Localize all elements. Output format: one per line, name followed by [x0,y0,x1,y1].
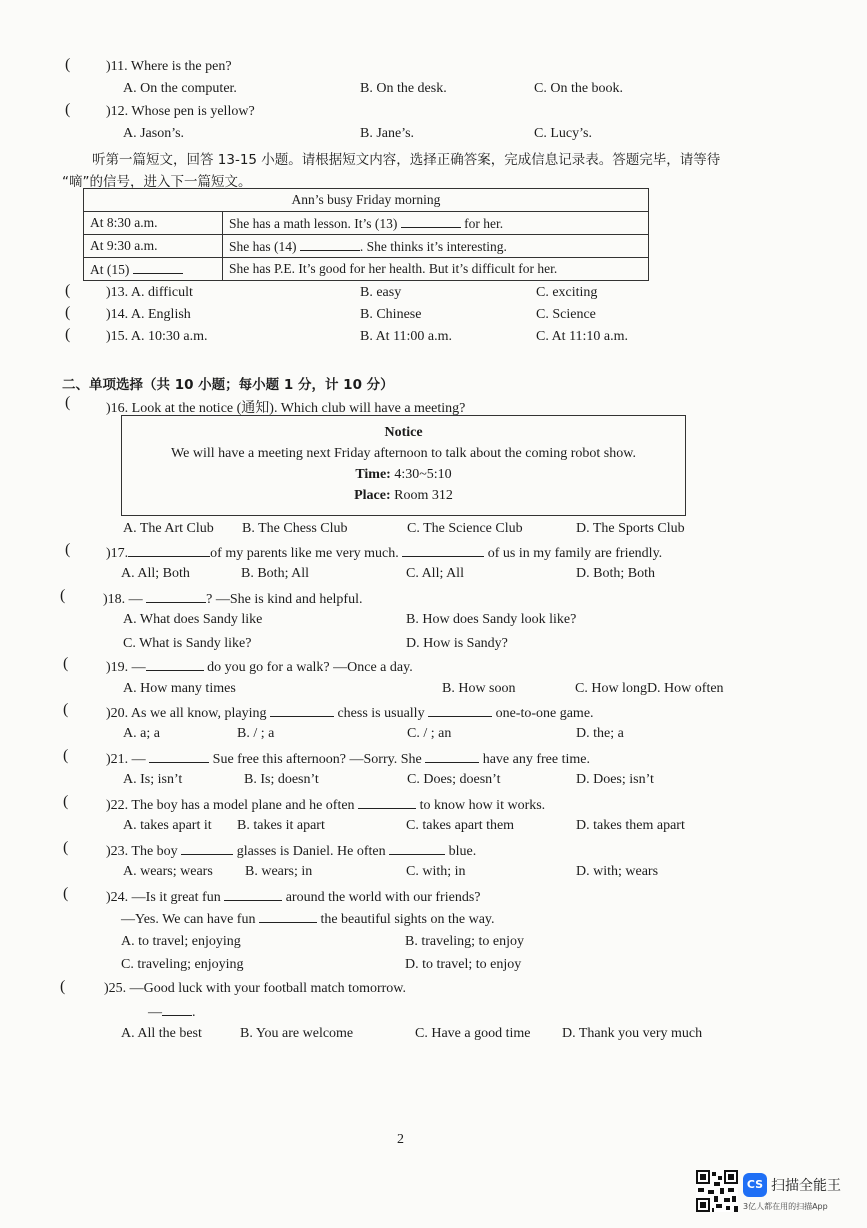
q17-stem [106,544,662,562]
qr-code-icon [696,1170,738,1212]
answer-blank[interactable] [146,590,206,603]
answer-blank[interactable] [428,704,492,717]
q22-text-a: )22. The boy has a model plane and he often [106,798,355,813]
q23-text-b: glasses is Daniel. He often [236,844,386,859]
q18-option-c: C. What is Sandy like? [123,636,252,651]
page-number: 2 [397,1132,404,1147]
answer-paren: ( [63,701,69,718]
answer-paren: ( [65,282,71,299]
q20-option-b: B. / ; a [237,726,275,741]
q25-dash: — [148,1005,162,1020]
answer-paren: ( [60,587,66,604]
q17-option-d: D. Both; Both [576,566,655,581]
q21-option-c: C. Does; doesn’t [407,772,501,787]
answer-paren: ( [65,394,71,411]
answer-paren: ( [65,326,71,343]
q22-option-d: D. takes them apart [576,818,685,833]
q17-option-a: A. All; Both [121,566,190,581]
q11-option-c: C. On the book. [534,81,624,96]
scanner-tagline: 3亿人都在用的扫描App [743,1202,828,1211]
q12-option-a: A. Jason’s. [123,126,185,141]
q25-option-c: C. Have a good time [415,1026,531,1041]
q24-stem [106,888,481,906]
q17-option-b: B. Both; All [241,566,310,581]
answer-paren: ( [65,541,71,558]
q20-text-c: one-to-one game. [495,706,594,721]
answer-blank-13[interactable] [401,215,461,228]
q13-option-b: B. easy [360,285,402,300]
q19-stem [106,658,413,676]
q25-option-b: B. You are welcome [240,1026,354,1041]
answer-blank[interactable] [389,842,445,855]
q25-option-d: D. Thank you very much [562,1026,703,1041]
notice-title: Notice [384,425,423,440]
table-row3-time-text: At (15) [90,261,130,277]
q24-text-a: )24. —Is it great fun [106,890,221,905]
table-row3-time [84,258,223,281]
answer-blank[interactable] [270,704,334,717]
answer-blank[interactable] [146,658,204,671]
answer-paren: ( [63,885,69,902]
notice-time-value: 4:30~5:10 [394,467,452,482]
answer-blank[interactable] [358,796,416,809]
table-row3-activity: She has P.E. It’s good for her health. But it’s difficult for her. [223,258,649,281]
q16-option-a: A. The Art Club [123,521,214,536]
scanner-app-name: 扫描全能王 [771,1178,841,1194]
answer-blank[interactable] [425,750,479,763]
answer-blank-14[interactable] [300,238,360,251]
q11-option-a: A. On the computer. [123,81,237,96]
notice-place-value: Room 312 [394,488,453,503]
answer-paren: ( [63,747,69,764]
q21-option-d: D. Does; isn’t [576,772,654,787]
answer-paren: ( [63,793,69,810]
q21-text-a: )21. — [106,752,146,767]
q12-option-b: B. Jane’s. [360,126,415,141]
q18-text-a: )18. — [103,592,143,607]
q18-stem [103,590,362,608]
q25-option-a: A. All the best [121,1026,202,1041]
answer-paren: ( [63,655,69,672]
q22-text-b: to know how it works. [419,798,546,813]
table-row1-activity [223,212,649,235]
q14-option-b: B. Chinese [360,307,422,322]
q23-text-a: )23. The boy [106,844,178,859]
table-row1-time: At 8:30 a.m. [84,212,223,235]
q13-stem: )13. A. difficult [106,285,193,300]
q24-option-d: D. to travel; to enjoy [405,957,522,972]
q18-option-d: D. How is Sandy? [406,636,508,651]
answer-blank[interactable] [162,1003,192,1016]
q19-text-b: do you go for a walk? —Once a day. [207,660,413,675]
q15-option-b: B. At 11:00 a.m. [360,329,453,344]
table-row2-activity [223,235,649,258]
table-row1-text-b: for her. [464,215,504,231]
q16-stem: )16. Look at the notice (通知). Which club will have a meeting? [106,401,466,416]
notice-time [122,467,685,483]
table-row2-time: At 9:30 a.m. [84,235,223,258]
q19-option-c: C. How longD. How often [575,681,724,696]
q21-option-a: A. Is; isn’t [123,772,183,787]
q21-option-b: B. Is; doesn’t [244,772,319,787]
q22-option-a: A. takes apart it [123,818,212,833]
q16-option-c: C. The Science Club [407,521,523,536]
q24-option-c: C. traveling; enjoying [121,957,244,972]
q22-option-c: C. takes apart them [406,818,515,833]
q18-text-b: ? —She is kind and helpful. [206,592,363,607]
q12-option-c: C. Lucy’s. [534,126,592,141]
q18-option-a: A. What does Sandy like [123,612,263,627]
q22-option-b: B. takes it apart [237,818,325,833]
notice-place [122,488,685,504]
q17-option-c: C. All; All [406,566,464,581]
q20-stem [106,704,594,722]
q15-option-c: C. At 11:10 a.m. [536,329,629,344]
q16-option-b: B. The Chess Club [242,521,348,536]
q24-text-d: the beautiful sights on the way. [320,912,495,927]
q15-stem: )15. A. 10:30 a.m. [106,329,208,344]
q14-option-c: C. Science [536,307,596,322]
table-row2-text-a: She has (14) [229,238,297,254]
answer-paren: ( [65,56,71,73]
answer-blank[interactable] [128,544,210,557]
q19-text-a: )19. — [106,660,146,675]
q24-option-b: B. traveling; to enjoy [405,934,524,949]
answer-paren: ( [65,101,71,118]
q11-option-b: B. On the desk. [360,81,447,96]
answer-paren: ( [60,978,66,995]
table-row2-text-b: . She thinks it’s interesting. [359,238,507,254]
q14-stem: )14. A. English [106,307,191,322]
answer-blank[interactable] [224,888,282,901]
section-heading: 二、单项选择（共 10 小题；每小题 1 分，计 10 分） [62,377,394,393]
table-title: Ann’s busy Friday morning [84,189,649,212]
q13-option-c: C. exciting [536,285,598,300]
q20-text-b: chess is usually [337,706,425,721]
answer-paren: ( [63,839,69,856]
listening-instruction-line2: “嘀”的信号，进入下一篇短文。 [62,174,252,190]
q17-text-c: of us in my family are friendly. [487,546,663,561]
q11-stem: )11. Where is the pen? [106,59,232,74]
q20-option-c: C. / ; an [407,726,452,741]
listening-instruction-line1: 听第一篇短文，回答 13-15 小题。请根据短文内容，选择正确答案，完成信息记录表。答题完毕，请等待 [92,152,721,168]
q21-text-c: have any free time. [482,752,590,767]
answer-paren: ( [65,304,71,321]
q20-text-a: )20. As we all know, playing [106,706,267,721]
answer-blank[interactable] [149,750,209,763]
q22-stem [106,796,545,814]
answer-blank-15[interactable] [133,261,183,274]
answer-blank[interactable] [402,544,484,557]
notice-box [121,415,686,516]
q23-option-a: A. wears; wears [123,864,213,879]
q16-option-d: D. The Sports Club [576,521,685,536]
q17-text-a: )17. [106,546,129,561]
q23-option-b: B. wears; in [245,864,313,879]
q24-text-b: around the world with our friends? [285,890,481,905]
q12-stem: )12. Whose pen is yellow? [106,104,255,119]
q19-option-a: A. How many times [123,681,236,696]
notice-body: We will have a meeting next Friday afternoon to talk about the coming robot show. [171,446,636,461]
q25-reply: — . [148,1005,196,1020]
q23-option-d: D. with; wears [576,864,659,879]
camscanner-logo: CS [743,1173,767,1197]
answer-blank[interactable] [181,842,233,855]
answer-blank[interactable] [259,910,317,923]
q25-stem: )25. —Good luck with your football match tomorrow. [104,981,406,996]
q24-option-a: A. to travel; enjoying [121,934,241,949]
q24-text-c: —Yes. We can have fun [121,912,256,927]
table-row1-text-a: She has a math lesson. It’s (13) [229,215,398,231]
q20-option-d: D. the; a [576,726,624,741]
q23-option-c: C. with; in [406,864,466,879]
q21-text-b: Sue free this afternoon? —Sorry. She [212,752,422,767]
q20-option-a: A. a; a [123,726,160,741]
q17-text-b: of my parents like me very much. [210,546,399,561]
info-record-table [83,188,649,281]
notice-time-label: Time: [355,467,391,482]
notice-place-label: Place: [354,488,391,503]
q18-option-b: B. How does Sandy look like? [406,612,577,627]
q19-option-b: B. How soon [442,681,516,696]
q24-stem-line2 [121,910,495,928]
q21-stem [106,750,590,768]
q23-stem [106,842,476,860]
q23-text-c: blue. [448,844,477,859]
